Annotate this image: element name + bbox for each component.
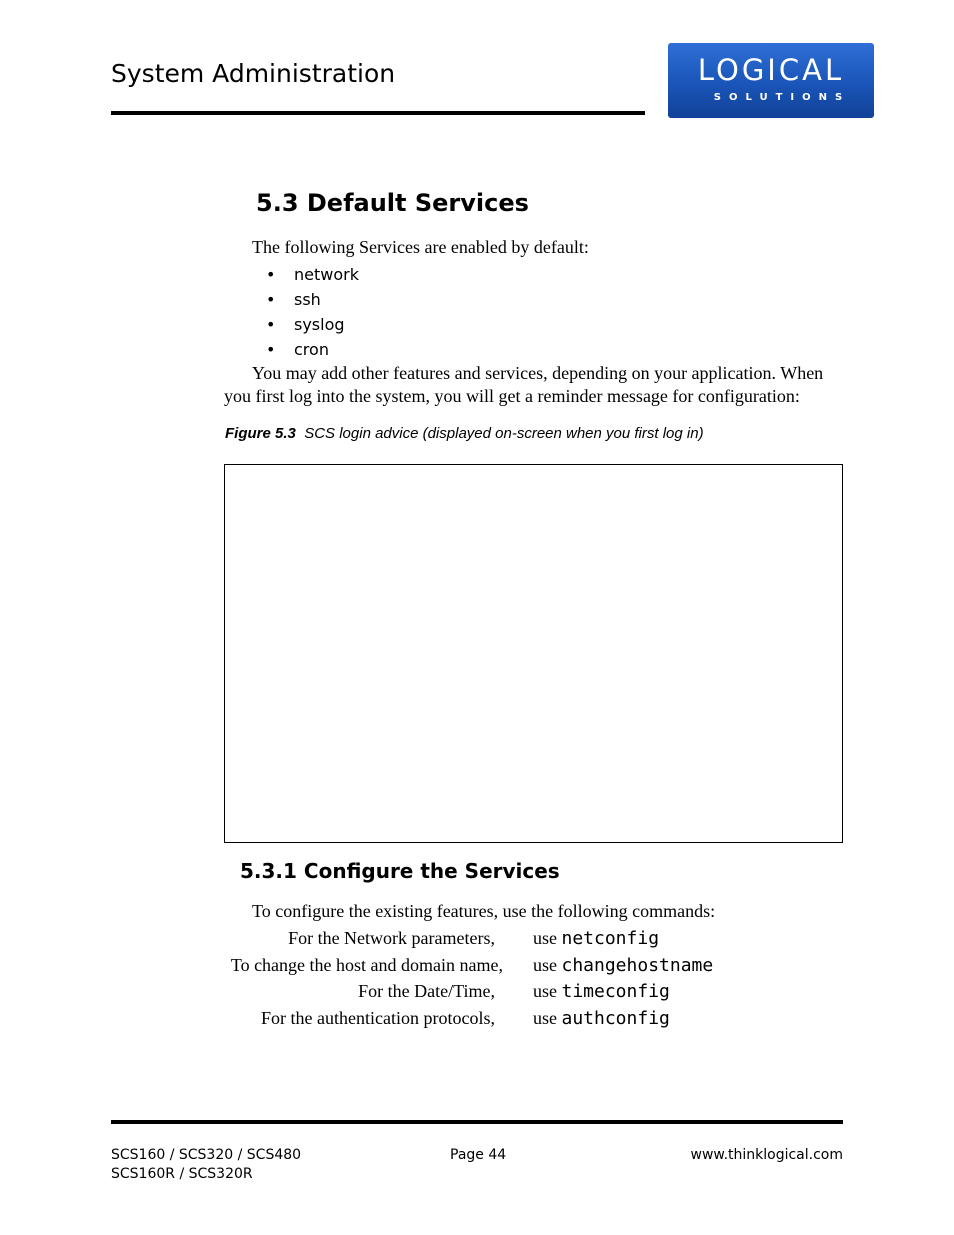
bullet-icon: • [266,265,276,284]
command-use [533,980,670,1003]
use-word: use [533,1008,557,1028]
logo-main-text: LOGICAL [697,53,845,87]
service-name: syslog [294,315,345,334]
command-name: changehostname [561,955,714,976]
command-label: For the authentication protocols, [261,1008,495,1028]
command-name: authconfig [561,1008,670,1029]
use-word: use [533,981,557,1001]
service-name: ssh [294,290,321,309]
use-word: use [533,928,557,948]
figure-caption [225,425,704,442]
services-list [266,262,359,362]
service-name: network [294,265,359,284]
logo-sub-text: SOLUTIONS [713,92,851,103]
figure-box [224,464,843,843]
subsection-heading: 5.3.1 Configure the Services [240,859,560,883]
section-heading: 5.3 Default Services [256,189,529,217]
list-item [266,287,359,312]
use-word: use [533,955,557,975]
bullet-icon: • [266,290,276,309]
bullet-icon: • [266,340,276,359]
service-name: cron [294,340,329,359]
footer-rule [111,1120,843,1124]
list-item [266,262,359,287]
command-use [533,1007,670,1030]
command-row [240,980,760,1007]
footer-website: www.thinklogical.com [690,1147,843,1163]
footer-page-number: Page 44 [450,1147,507,1163]
figure-caption-text: SCS login advice (displayed on-screen when you first log in) [304,425,704,442]
header-title: System Administration [111,59,396,88]
config-intro: To configure the existing features, use the following commands: [252,901,716,921]
list-item [266,337,359,362]
footer-models-line2: SCS160R / SCS320R [111,1166,253,1182]
command-label: For the Network parameters, [288,928,495,948]
footer-models-line1: SCS160 / SCS320 / SCS480 [111,1147,302,1163]
command-name: netconfig [561,928,660,949]
command-label: To change the host and domain name, [230,955,503,975]
command-use [533,954,713,977]
services-intro: The following Services are enabled by default: [252,237,589,257]
command-row [240,927,760,954]
command-name: timeconfig [561,981,670,1002]
header-rule [111,111,645,115]
company-logo [668,43,874,118]
command-label: For the Date/Time, [358,981,495,1001]
command-use [533,927,659,950]
bullet-icon: • [266,315,276,334]
command-row [240,1007,760,1034]
body-paragraph: You may add other features and services, depending on your application. When you first log into the system, you will get a reminder message for configuration: [224,363,824,406]
figure-label: Figure 5.3 [225,425,296,442]
list-item [266,312,359,337]
command-row [230,954,760,981]
